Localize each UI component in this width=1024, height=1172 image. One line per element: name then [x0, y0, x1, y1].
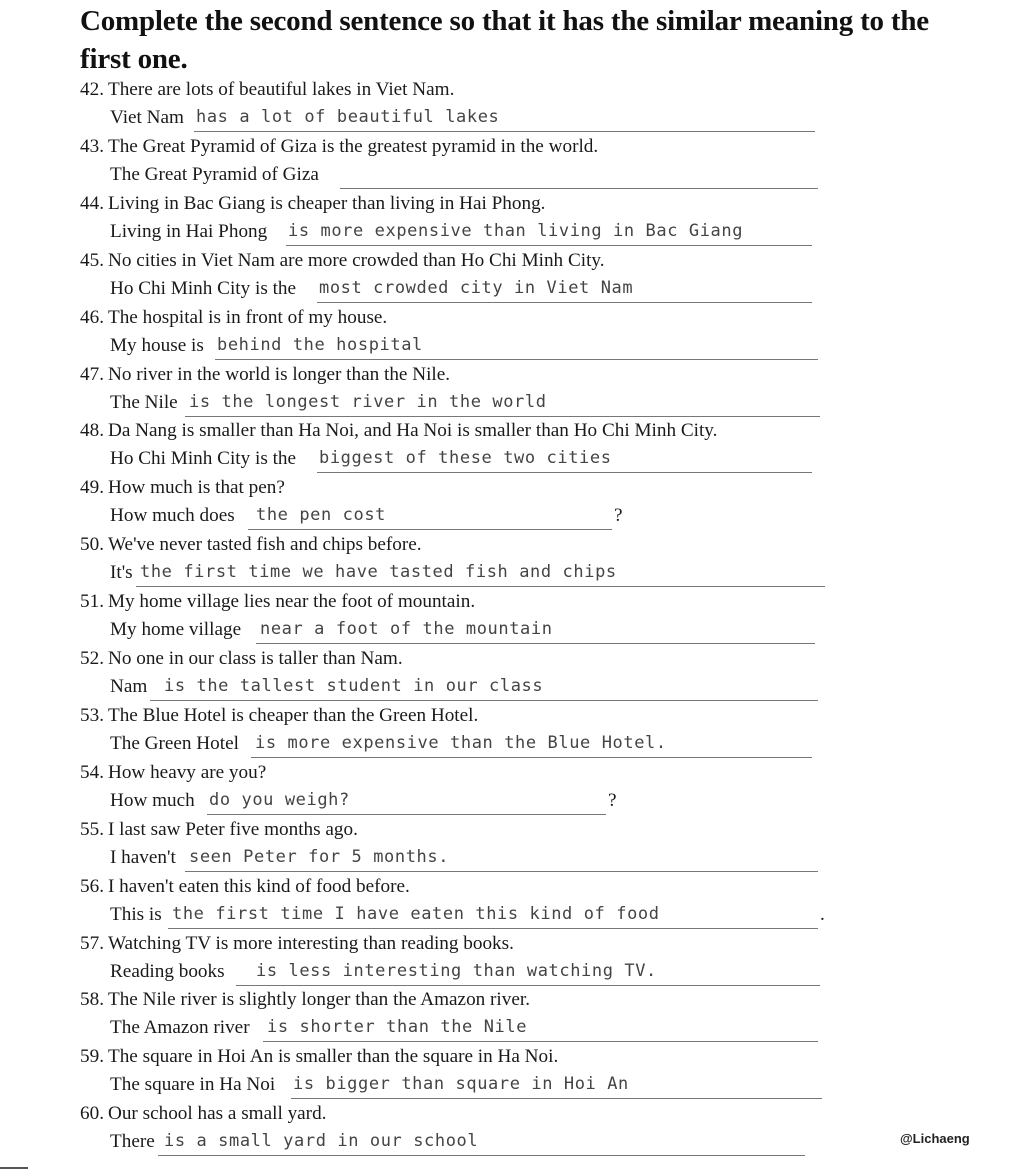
- sentence-prefix: It's: [110, 562, 133, 584]
- handwritten-answer: behind the hospital: [217, 334, 423, 355]
- question-sentence: [80, 1045, 558, 1069]
- rewrite-row: [110, 220, 832, 246]
- exercise-item: [0, 647, 1024, 704]
- question-number: 57.: [80, 932, 104, 954]
- question-number: 56.: [80, 875, 104, 897]
- instruction-line-2: first one.: [80, 43, 188, 75]
- exercise-item: [0, 590, 1024, 647]
- question-text: There are lots of beautiful lakes in Viet Nam.: [107, 79, 455, 100]
- question-number: 46.: [80, 306, 104, 328]
- question-number: 48.: [80, 420, 104, 442]
- exercise-item: [0, 363, 1024, 420]
- rewrite-row: [110, 846, 838, 872]
- question-number: 49.: [80, 477, 104, 499]
- question-text: The Nile river is slightly longer than the Amazon river.: [107, 989, 531, 1011]
- question-sentence: [80, 932, 514, 956]
- answer-blank-line[interactable]: [286, 245, 812, 246]
- question-text: I last saw Peter five months ago.: [107, 818, 358, 840]
- exercise-item: [0, 192, 1024, 249]
- rewrite-row: [110, 1016, 838, 1042]
- sentence-prefix: There: [110, 1131, 155, 1153]
- watermark: @Lichaeng: [900, 1131, 970, 1146]
- answer-blank-line[interactable]: [340, 188, 818, 189]
- exercise-item: [0, 761, 1024, 818]
- sentence-prefix: Ho Chi Minh City is the: [110, 448, 297, 470]
- answer-blank-line[interactable]: [248, 529, 612, 530]
- question-sentence: [80, 647, 403, 671]
- question-text: The Blue Hotel is cheaper than the Green Hotel.: [107, 704, 479, 726]
- answer-blank-line[interactable]: [168, 928, 818, 929]
- exercise-item: [0, 476, 1024, 533]
- rewrite-row: [110, 960, 840, 986]
- question-number: 52.: [80, 648, 104, 669]
- answer-blank-line[interactable]: [158, 1155, 805, 1156]
- answer-blank-line[interactable]: [263, 1041, 818, 1042]
- answer-blank-line[interactable]: [317, 302, 812, 303]
- question-number: 47.: [80, 363, 104, 385]
- question-sentence: [80, 363, 450, 387]
- question-sentence: [80, 818, 358, 842]
- question-sentence: [80, 704, 478, 728]
- sentence-prefix: My house is: [110, 334, 204, 356]
- question-sentence: [80, 192, 545, 216]
- question-number: 55.: [80, 818, 104, 840]
- question-text: No cities in Viet Nam are more crowded than Ho Chi Minh City.: [107, 249, 605, 271]
- sentence-prefix: This is: [110, 903, 162, 925]
- sentence-prefix: My home village: [110, 619, 242, 641]
- exercise-item: [0, 1045, 1024, 1102]
- rewrite-row: [110, 732, 832, 758]
- answer-blank-line[interactable]: [194, 131, 815, 132]
- sentence-prefix: The Amazon river: [110, 1017, 250, 1039]
- question-number: 54.: [80, 761, 104, 783]
- question-text: The Great Pyramid of Giza is the greatest pyramid in the world.: [107, 135, 599, 157]
- rewrite-row: [110, 504, 632, 530]
- question-number: 59.: [80, 1046, 104, 1068]
- question-sentence: [80, 533, 422, 557]
- answer-blank-line[interactable]: [256, 643, 815, 644]
- sentence-prefix: The Nile: [110, 391, 178, 413]
- question-sentence: [80, 135, 598, 159]
- handwritten-answer: is shorter than the Nile: [267, 1017, 528, 1038]
- sentence-prefix: Reading books: [110, 960, 225, 982]
- question-sentence: [80, 419, 717, 443]
- question-number: 60.: [80, 1103, 104, 1125]
- handwritten-answer: is more expensive than living in Bac Giang: [288, 220, 744, 241]
- handwritten-answer: is a small yard in our school: [164, 1131, 479, 1152]
- question-text: We've never tasted fish and chips before.: [107, 534, 422, 556]
- sentence-suffix: ?: [608, 789, 617, 811]
- exercise-item: [0, 988, 1024, 1045]
- question-number: 44.: [80, 192, 104, 214]
- sentence-prefix: I haven't: [110, 846, 176, 868]
- answer-blank-line[interactable]: [207, 814, 606, 815]
- handwritten-answer: is less interesting than watching TV.: [256, 960, 657, 981]
- rewrite-row: [110, 903, 838, 929]
- handwritten-answer: do you weigh?: [209, 789, 350, 810]
- rewrite-row: [110, 675, 838, 701]
- exercise-item: [0, 1102, 1024, 1159]
- exercise-item: [0, 135, 1024, 192]
- sentence-prefix: Nam: [110, 676, 148, 697]
- question-text: No one in our class is taller than Nam.: [107, 648, 403, 669]
- sentence-prefix: The Great Pyramid of Giza: [110, 163, 319, 185]
- handwritten-answer: the pen cost: [256, 505, 387, 526]
- sentence-prefix: Ho Chi Minh City is the: [110, 277, 297, 299]
- exercise-item: [0, 704, 1024, 761]
- question-text: No river in the world is longer than the Nile.: [107, 363, 451, 385]
- question-text: My home village lies near the foot of mountain.: [107, 591, 476, 613]
- question-number: 45.: [80, 249, 104, 271]
- answer-blank-line[interactable]: [215, 359, 818, 360]
- handwritten-answer: biggest of these two cities: [319, 448, 612, 469]
- answer-blank-line[interactable]: [236, 985, 820, 986]
- rewrite-row: [110, 618, 835, 644]
- rewrite-row: [110, 561, 845, 587]
- exercise-item: [0, 419, 1024, 476]
- question-number: 53.: [80, 704, 104, 726]
- handwritten-answer: most crowded city in Viet Nam: [319, 277, 634, 298]
- sentence-suffix: ?: [614, 505, 623, 527]
- question-text: I haven't eaten this kind of food before.: [107, 875, 410, 897]
- question-text: Da Nang is smaller than Ha Noi, and Ha Noi is smaller than Ho Chi Minh City.: [107, 420, 718, 442]
- handwritten-answer: is the tallest student in our class: [164, 676, 544, 696]
- exercise-item: [0, 249, 1024, 306]
- question-number: 51.: [80, 591, 104, 613]
- question-number: 50.: [80, 534, 104, 556]
- answer-blank-line[interactable]: [185, 871, 818, 872]
- handwritten-answer: seen Peter for 5 months.: [189, 846, 450, 867]
- question-text: How heavy are you?: [107, 761, 267, 783]
- exercise-item: [0, 306, 1024, 363]
- exercise-item: [0, 533, 1024, 590]
- corner-mark: [0, 1167, 28, 1169]
- sentence-prefix: The Green Hotel: [110, 732, 239, 754]
- question-text: The square in Hoi An is smaller than the square in Ha Noi.: [107, 1046, 559, 1068]
- handwritten-answer: the first time we have tasted fish and chips: [140, 562, 617, 583]
- answer-blank-line[interactable]: [136, 586, 825, 587]
- sentence-prefix: How much does: [110, 505, 235, 527]
- rewrite-row: [110, 277, 832, 303]
- question-text: The hospital is in front of my house.: [107, 306, 388, 328]
- handwritten-answer: the first time I have eaten this kind of food: [172, 903, 660, 924]
- rewrite-row: [110, 789, 626, 815]
- handwritten-answer: near a foot of the mountain: [260, 619, 553, 640]
- handwritten-answer: is more expensive than the Blue Hotel.: [255, 732, 667, 753]
- answer-blank-line[interactable]: [185, 416, 820, 417]
- question-text: Living in Bac Giang is cheaper than living in Hai Phong.: [107, 192, 546, 214]
- question-text: Watching TV is more interesting than reading books.: [107, 932, 514, 954]
- answer-blank-line[interactable]: [291, 1098, 822, 1099]
- question-sentence: [80, 249, 605, 273]
- question-text: Our school has a small yard.: [107, 1103, 327, 1125]
- question-sentence: [80, 590, 475, 614]
- rewrite-row: [110, 106, 835, 132]
- handwritten-answer: is the longest river in the world: [189, 391, 547, 412]
- rewrite-row: [110, 334, 838, 360]
- question-sentence: [80, 1102, 326, 1126]
- question-number: 58.: [80, 989, 104, 1011]
- question-sentence: [80, 306, 387, 330]
- rewrite-row: [110, 391, 840, 417]
- question-number: 42.: [80, 79, 104, 100]
- exercise-item: [0, 818, 1024, 875]
- answer-blank-line[interactable]: [150, 700, 818, 701]
- question-sentence: [80, 78, 454, 102]
- answer-blank-line[interactable]: [317, 472, 812, 473]
- sentence-prefix: How much: [110, 789, 195, 811]
- rewrite-row: [110, 163, 838, 189]
- sentence-prefix: The square in Ha Noi: [110, 1074, 276, 1096]
- answer-blank-line[interactable]: [251, 757, 812, 758]
- rewrite-row: [110, 1073, 842, 1099]
- exercise-item: [0, 932, 1024, 989]
- rewrite-row: [110, 447, 832, 473]
- question-sentence: [80, 875, 410, 899]
- question-text: How much is that pen?: [107, 477, 285, 499]
- question-sentence: [80, 476, 285, 500]
- exercise-item: [0, 875, 1024, 932]
- handwritten-answer: has a lot of beautiful lakes: [196, 107, 500, 127]
- rewrite-row: [110, 1130, 825, 1156]
- question-number: 43.: [80, 135, 104, 157]
- instruction-title: [80, 2, 1024, 78]
- handwritten-answer: is bigger than square in Hoi An: [293, 1074, 629, 1095]
- exercise-item: [0, 78, 1024, 135]
- question-sentence: [80, 761, 266, 785]
- question-sentence: [80, 988, 530, 1012]
- instruction-line-1: Complete the second sentence so that it has the similar meaning to the: [80, 5, 929, 37]
- sentence-prefix: Viet Nam: [110, 107, 184, 128]
- sentence-prefix: Living in Hai Phong: [110, 220, 268, 242]
- sentence-suffix: .: [820, 903, 825, 925]
